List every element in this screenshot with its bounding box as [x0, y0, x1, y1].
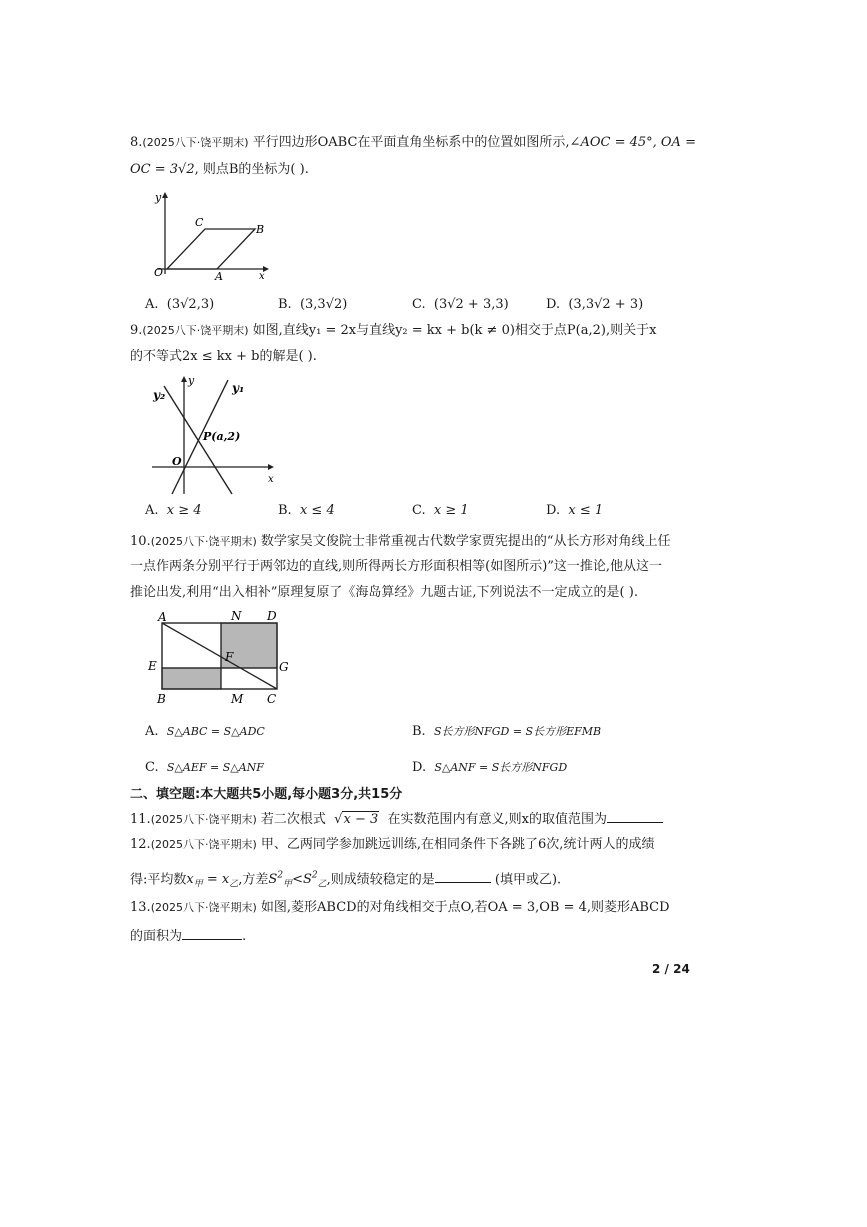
q10-label-b: B	[157, 692, 166, 706]
q8-label-x: x	[259, 271, 265, 282]
q13-line2: 的面积为 .	[130, 926, 246, 946]
q9-option-c-value: x ≥ 1	[433, 503, 469, 518]
q11-line: 11.(2025八下·饶平期末) 若二次根式 √x − 3 在实数范围内有意义,则x的取值范围为	[130, 809, 663, 829]
q8-line1	[130, 134, 696, 152]
q12-number: 12.	[130, 837, 151, 852]
q10-option-b-value: S长方形NFGD = S长方形EFMB	[433, 725, 602, 738]
q13-number: 13.	[130, 900, 151, 915]
q10-line1	[130, 533, 671, 551]
q11-text1: 若二次根式	[260, 812, 326, 827]
q11-radicand: x − 3	[343, 812, 379, 827]
q10-label-a: A	[158, 610, 167, 624]
q12-line1	[130, 836, 654, 854]
q8-option-a-value: (3√2,3)	[166, 297, 215, 312]
q9-label-y: y	[188, 374, 195, 387]
q10-option-c	[145, 759, 264, 777]
q9-line1	[130, 322, 656, 340]
q8-label-b: B	[256, 223, 265, 236]
q8-option-a-key: A.	[145, 297, 159, 312]
q12-variance-expr: $S^2_甲<S^2_乙$	[268, 871, 327, 890]
q8-label-c: C	[195, 216, 204, 229]
q8-option-d-value: (3,3√2 + 3)	[568, 297, 644, 312]
q10-text2: 一点作两条分别平行于两邻边的直线,则所得两长方形面积相等(如图所示)”这一推论,他从这一	[130, 559, 663, 574]
q8-label-y: y	[155, 191, 162, 204]
q12-answer-blank[interactable]	[435, 869, 491, 883]
q9-label-p: P(a,2)	[203, 430, 241, 443]
q10-label-c: C	[267, 692, 277, 706]
q8-math1: ∠AOC = 45°, OA =	[569, 135, 696, 150]
q8-option-c	[412, 296, 509, 314]
q12-text2d: (填甲或乙).	[494, 872, 562, 888]
q9-label-x: x	[268, 474, 274, 485]
q9-option-d	[546, 502, 603, 520]
q9-text2: 的不等式2x ≤ kx + b的解是( ).	[130, 349, 317, 364]
q9-figure	[148, 372, 280, 498]
q12-line2	[130, 867, 561, 894]
q11-number: 11.	[130, 812, 151, 827]
q9-number: 9.	[130, 323, 143, 338]
q10-option-a-key: A.	[145, 724, 159, 739]
q8-number: 8.	[130, 135, 143, 150]
q11-answer-blank[interactable]	[607, 809, 663, 823]
q9-option-b-value: x ≤ 4	[299, 503, 335, 518]
q9-label-y1: y₁	[232, 381, 245, 395]
q8-option-d	[546, 296, 643, 314]
q9-label-y2: y₂	[153, 388, 166, 402]
q12-text2b: ,方差	[238, 872, 269, 888]
q10-option-d-value: S△ANF = S长方形NFGD	[434, 761, 568, 774]
q8-option-c-key: C.	[412, 297, 426, 312]
section-title: 二、填空题:本大题共5小题,每小题3分,共15分	[130, 787, 403, 802]
q10-option-b-key: B.	[412, 724, 426, 739]
q10-label-d: D	[267, 609, 277, 623]
q10-option-d	[412, 759, 567, 777]
q10-source: (2025八下·饶平期末)	[150, 535, 257, 548]
q9-option-d-key: D.	[546, 503, 561, 518]
q13-answer-blank[interactable]	[182, 926, 242, 940]
q12-text2c: ,则成绩较稳定的是	[326, 872, 435, 888]
q11-source: (2025八下·饶平期末)	[150, 813, 257, 826]
q8-figure	[145, 188, 275, 283]
q12-mean-expr: $x_甲 = x_乙$	[186, 872, 239, 890]
q8-math2: OC = 3√2	[130, 162, 195, 177]
q10-number: 10.	[130, 534, 151, 549]
q10-label-m: M	[231, 692, 244, 706]
q12-text2a: 得:平均数	[130, 872, 187, 888]
q11-text2: 在实数范围内有意义,则x的取值范围为	[387, 812, 607, 827]
q10-option-d-key: D.	[412, 760, 427, 775]
q10-label-g: G	[279, 660, 289, 674]
q9-source: (2025八下·饶平期末)	[142, 324, 249, 337]
q10-option-c-value: S△AEF = S△ANF	[166, 761, 264, 774]
q8-label-a: A	[215, 270, 223, 283]
q9-option-b	[278, 502, 335, 520]
q8-option-c-value: (3√2 + 3,3)	[433, 297, 509, 312]
q13-text2: 的面积为	[130, 929, 183, 944]
q8-option-b-key: B.	[278, 297, 292, 312]
q10-figure	[145, 608, 293, 708]
q10-text1: 数学家吴文俊院士非常重视古代数学家贾宪提出的“从长方形对角线上任	[260, 534, 671, 549]
q9-option-d-value: x ≤ 1	[568, 503, 604, 518]
q10-label-e: E	[148, 659, 157, 673]
q9-option-a-key: A.	[145, 503, 159, 518]
q9-option-c-key: C.	[412, 503, 426, 518]
q10-option-a	[145, 723, 265, 741]
q9-option-a-value: x ≥ 4	[166, 503, 202, 518]
q8-option-d-key: D.	[546, 297, 561, 312]
q10-line2	[130, 558, 662, 576]
q10-label-f: F	[225, 650, 234, 664]
q10-option-b	[412, 723, 601, 741]
q9-option-c	[412, 502, 469, 520]
q10-label-n: N	[231, 609, 242, 623]
q8-text2: , 则点B的坐标为( ).	[194, 162, 309, 177]
q9-option-a	[145, 502, 202, 520]
q10-option-a-value: S△ABC = S△ADC	[166, 725, 265, 738]
q13-source: (2025八下·饶平期末)	[150, 901, 257, 914]
q8-option-b-value: (3,3√2)	[299, 297, 348, 312]
q8-text1: 平行四边形OABC在平面直角坐标系中的位置如图所示,	[252, 135, 570, 150]
q10-text3: 推论出发,利用“出入相补”原理复原了《海岛算经》九题古证,下列说法不一定成立的是( ).	[130, 585, 638, 600]
q9-text1: 如图,直线y₁ = 2x与直线y₂ = kx + b(k ≠ 0)相交于点P(a,2),则关于x	[252, 323, 657, 338]
q12-text1: 甲、乙两同学参加跳远训练,在相同条件下各跳了6次,统计两人的成绩	[260, 837, 655, 852]
q8-line2	[130, 161, 309, 179]
q8-option-a	[145, 296, 214, 314]
q13-text1: 如图,菱形ABCD的对角线相交于点O,若OA = 3,OB = 4,则菱形ABCD	[260, 900, 670, 915]
q9-line2	[130, 348, 317, 366]
q10-line3	[130, 584, 638, 602]
q8-source: (2025八下·饶平期末)	[142, 136, 249, 149]
q9-option-b-key: B.	[278, 503, 292, 518]
q8-option-b	[278, 296, 347, 314]
q9-label-o: O	[172, 455, 182, 468]
q10-option-c-key: C.	[145, 760, 159, 775]
page-number: 2 / 24	[652, 962, 690, 976]
q8-label-o: O	[154, 266, 164, 279]
q13-line1	[130, 899, 670, 917]
q12-source: (2025八下·饶平期末)	[150, 838, 257, 851]
